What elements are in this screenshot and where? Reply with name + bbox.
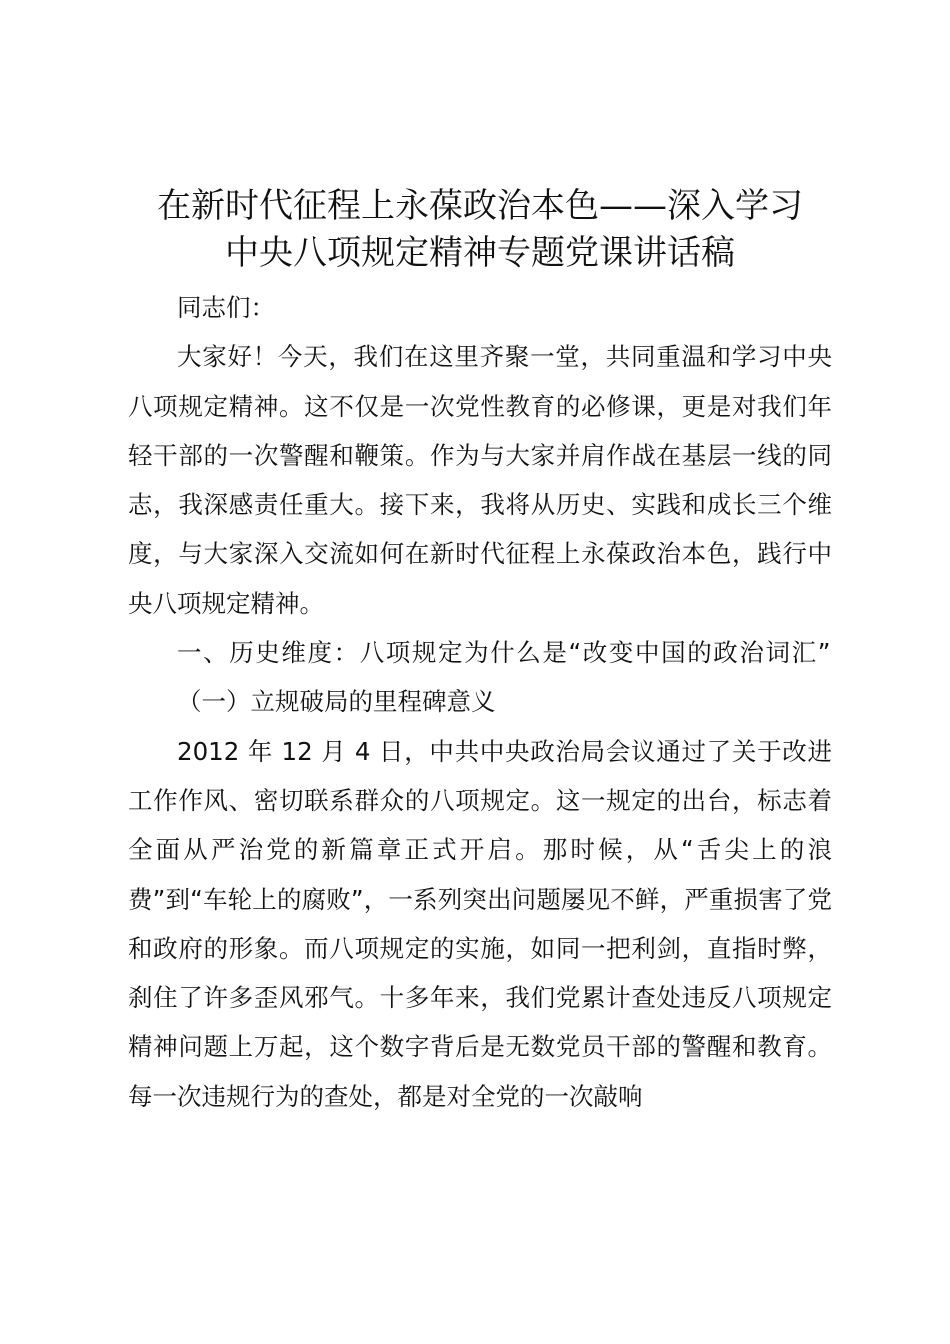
section-1-paragraph: 2012 年 12 月 4 日，中共中央政治局会议通过了关于改进工作作风、密切联系群众的八项规定。这一规定的出台，标志着全面从严治党的新篇章正式开启。那时候，从“舌尖上的浪费”到“车轮上的腐败”，一系列突出问题屡见不鲜，严重损害了党和政府的形象。而八项规定的实施，如同一把利剑，直指时弊，刹住了许多歪风邪气。十多年来，我们党累计查处违反八项规定精神问题上万起，这个数字背后是无数党员干部的警醒和教育。每一次违规行为的查处，都是对全党的一次敲响 <box>128 736 832 1111</box>
title-line-1: 在新时代征程上永葆政治本色——深入学习 <box>157 186 803 226</box>
document-title <box>128 183 832 277</box>
document-body <box>128 283 832 1121</box>
salutation: 同志们： <box>177 293 275 322</box>
intro-paragraph: 大家好！今天，我们在这里齐聚一堂，共同重温和学习中央八项规定精神。这不仅是一次党性教育的必修课，更是对我们年轻干部的一次警醒和鞭策。作为与大家并肩作战在基层一线的同志，我深感责任重大。接下来，我将从历史、实践和成长三个维度，与大家深入交流如何在新时代征程上永葆政治本色，践行中央八项规定精神。 <box>128 342 832 618</box>
subsection-heading-1: （一）立规破局的里程碑意义 <box>177 687 496 717</box>
section-heading-1: 一、历史维度：八项规定为什么是“改变中国的政治词汇” <box>177 638 832 668</box>
title-line-2: 中央八项规定精神专题党课讲话稿 <box>225 233 735 273</box>
